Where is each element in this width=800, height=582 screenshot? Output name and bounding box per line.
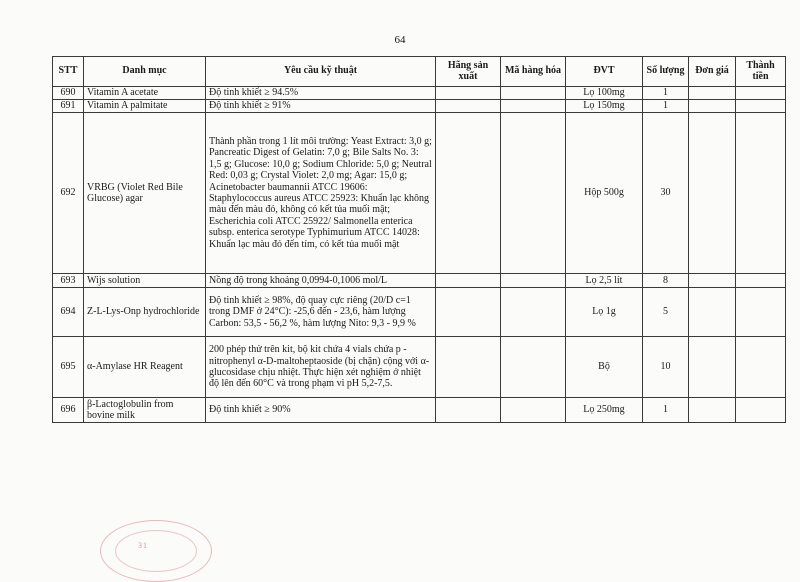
cell-requirements: Thành phần trong 1 lít môi trường: Yeast Extract: 3,0 g; Pancreatic Digest of Gelatin: 7,0 g; Bile Salts No. 3: 1,5 g; Glucose: 10,0 g; Sodium Chloride: 5,0 g; Neutral Red: 0,03 g; Crystal Violet: 2,0 mg; Agar: 15,0 g; Acinetobacter baumannii ATCC 19606: Staphylococcus aureus ATCC 25923: Khuẩn lạc không màu đến màu đỏ, không có kết tủa muối mật; Escherichia coli ATCC 25922/ Salmonella enterica subsp. enterica serotype Typhimurium ATCC 14028: Khuẩn lạc màu đỏ đến tím, có kết tủa muối mật (206, 113, 436, 274)
cell-name: Vitamin A palmitate (84, 100, 206, 113)
cell-product-code (501, 113, 566, 274)
cell-stt: 695 (53, 337, 84, 398)
cell-name: β-Lactoglobulin from bovine milk (84, 398, 206, 423)
table-row (53, 288, 786, 337)
table-header-row (53, 57, 786, 87)
cell-manufacturer (436, 337, 501, 398)
cell-unit-price (689, 274, 736, 288)
cell-stt: 692 (53, 113, 84, 274)
cell-product-code (501, 87, 566, 100)
cell-stt: 691 (53, 100, 84, 113)
header-name: Danh mục (84, 57, 206, 87)
cell-product-code (501, 274, 566, 288)
cell-product-code (501, 337, 566, 398)
seal-stamp-text: 31 (138, 541, 148, 550)
cell-stt: 694 (53, 288, 84, 337)
cell-requirements: 200 phép thử trên kit, bộ kit chứa 4 vials chứa p - nitrophenyl α-D-maltoheptaoside (bị chặn) cộng với α-glucosidase chịu nhiệt. Thực hiện xét nghiệm ở nhiệt độ lên đến 60°C và trong phạm vi pH 5,2-7,5. (206, 337, 436, 398)
header-requirements: Yêu cầu kỹ thuật (206, 57, 436, 87)
cell-quantity: 10 (643, 337, 689, 398)
cell-requirements: Độ tinh khiết ≥ 90% (206, 398, 436, 423)
table-row (53, 274, 786, 288)
cell-name: Vitamin A acetate (84, 87, 206, 100)
header-product-code: Mã hàng hóa (501, 57, 566, 87)
table-row (53, 337, 786, 398)
cell-stt: 696 (53, 398, 84, 423)
cell-unit: Bộ (566, 337, 643, 398)
cell-quantity: 1 (643, 87, 689, 100)
cell-manufacturer (436, 100, 501, 113)
cell-total (736, 113, 786, 274)
cell-unit: Lọ 150mg (566, 100, 643, 113)
cell-unit-price (689, 87, 736, 100)
cell-unit-price (689, 288, 736, 337)
header-stt: STT (53, 57, 84, 87)
table-row (53, 87, 786, 100)
cell-quantity: 5 (643, 288, 689, 337)
cell-stt: 693 (53, 274, 84, 288)
cell-manufacturer (436, 113, 501, 274)
cell-manufacturer (436, 398, 501, 423)
cell-requirements: Độ tinh khiết ≥ 94.5% (206, 87, 436, 100)
cell-requirements: Độ tinh khiết ≥ 98%, độ quay cực riêng (20/D c=1 trong DMF ở 24°C): -25,6 đến - 23,6, hàm lượng Carbon: 53,5 - 56,2 %, hàm lượng Nito: 9,3 - 9,9 % (206, 288, 436, 337)
cell-manufacturer (436, 288, 501, 337)
cell-product-code (501, 398, 566, 423)
cell-product-code (501, 100, 566, 113)
cell-name: Wijs solution (84, 274, 206, 288)
cell-total (736, 288, 786, 337)
table-row (53, 398, 786, 423)
cell-quantity: 1 (643, 398, 689, 423)
cell-unit-price (689, 398, 736, 423)
seal-stamp-inner-ring (115, 530, 197, 572)
page-number: 64 (394, 34, 406, 46)
cell-name: VRBG (Violet Red Bile Glucose) agar (84, 113, 206, 274)
cell-stt: 690 (53, 87, 84, 100)
cell-unit: Lọ 250mg (566, 398, 643, 423)
cell-requirements: Độ tinh khiết ≥ 91% (206, 100, 436, 113)
cell-unit: Hộp 500g (566, 113, 643, 274)
cell-unit: Lọ 1g (566, 288, 643, 337)
header-unit-price: Đơn giá (689, 57, 736, 87)
cell-unit-price (689, 113, 736, 274)
cell-unit-price (689, 337, 736, 398)
cell-unit-price (689, 100, 736, 113)
table-row (53, 113, 786, 274)
header-unit: ĐVT (566, 57, 643, 87)
cell-manufacturer (436, 87, 501, 100)
cell-total (736, 337, 786, 398)
cell-product-code (501, 288, 566, 337)
cell-requirements: Nồng độ trong khoảng 0,0994-0,1006 mol/L (206, 274, 436, 288)
cell-quantity: 1 (643, 100, 689, 113)
cell-total (736, 274, 786, 288)
header-manufacturer: Hãng sản xuất (436, 57, 501, 87)
cell-total (736, 100, 786, 113)
table-row (53, 100, 786, 113)
header-total: Thành tiền (736, 57, 786, 87)
cell-name: α-Amylase HR Reagent (84, 337, 206, 398)
cell-unit: Lọ 100mg (566, 87, 643, 100)
cell-manufacturer (436, 274, 501, 288)
header-quantity: Số lượng (643, 57, 689, 87)
items-table (52, 56, 786, 423)
cell-total (736, 398, 786, 423)
cell-unit: Lọ 2,5 lít (566, 274, 643, 288)
cell-name: Z-L-Lys-Onp hydrochloride (84, 288, 206, 337)
cell-quantity: 30 (643, 113, 689, 274)
cell-quantity: 8 (643, 274, 689, 288)
cell-total (736, 87, 786, 100)
